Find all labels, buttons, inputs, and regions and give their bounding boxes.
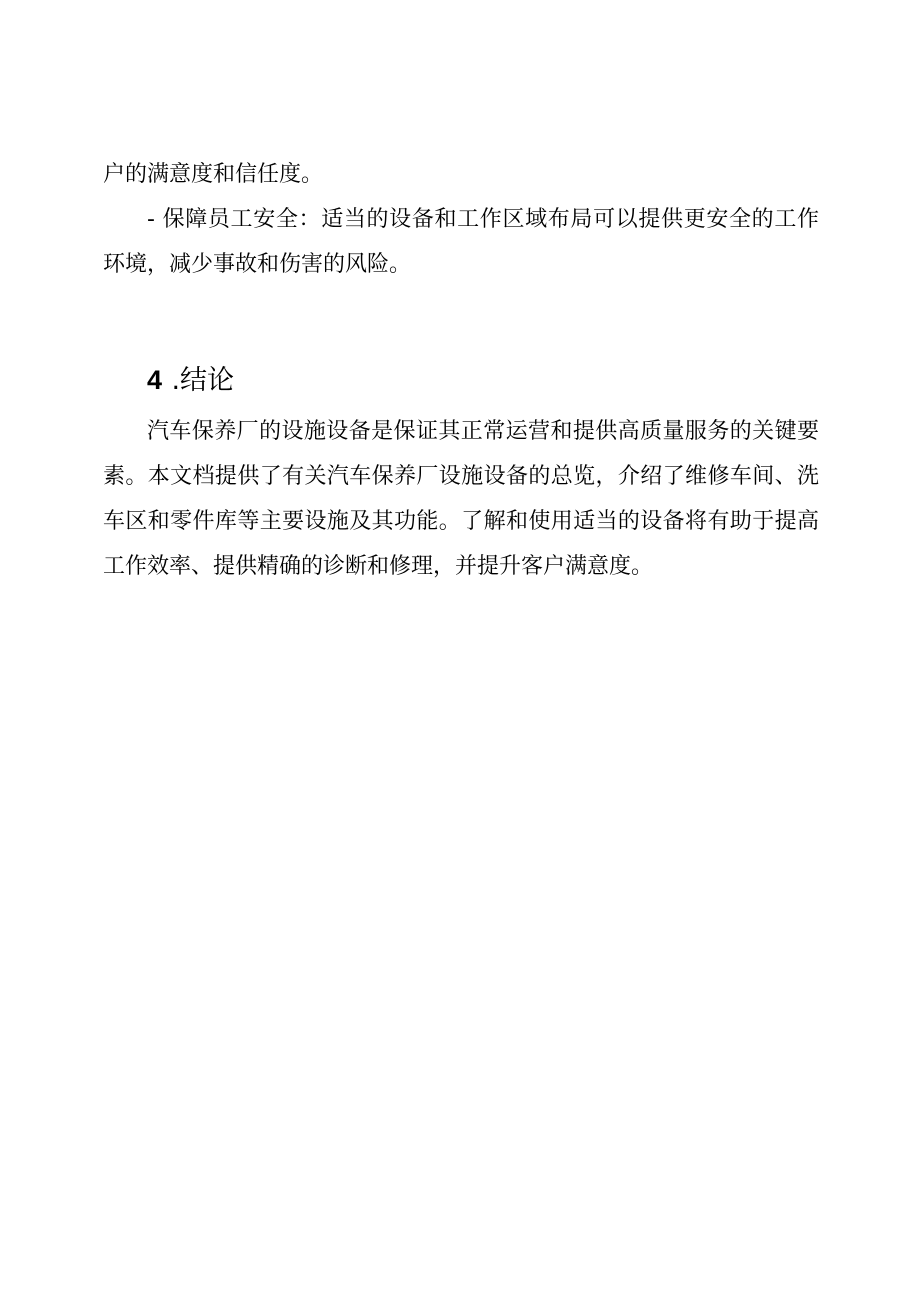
section-title: .结论: [171, 365, 235, 396]
section-number: 4: [147, 365, 163, 395]
intro-text-block: [103, 152, 819, 287]
conclusion-text: 汽车保养厂的设施设备是保证其正常运营和提供高质量服务的关键要素。本文档提供了有关汽车保养厂设施设备的总览，介绍了维修车间、洗车区和零件库等主要设施及其功能。了解和使用适当的设备将有助于提高工作效率、提供精确的诊断和修理，并提升客户满意度。: [103, 419, 819, 579]
paragraph-continuation: 户的满意度和信任度。: [103, 162, 324, 187]
conclusion-paragraph: [103, 409, 819, 589]
bullet-staff-safety: - 保障员工安全：适当的设备和工作区域布局可以提供更安全的工作环境，减少事故和伤害的风险。: [103, 207, 819, 277]
section-heading: [147, 358, 234, 403]
